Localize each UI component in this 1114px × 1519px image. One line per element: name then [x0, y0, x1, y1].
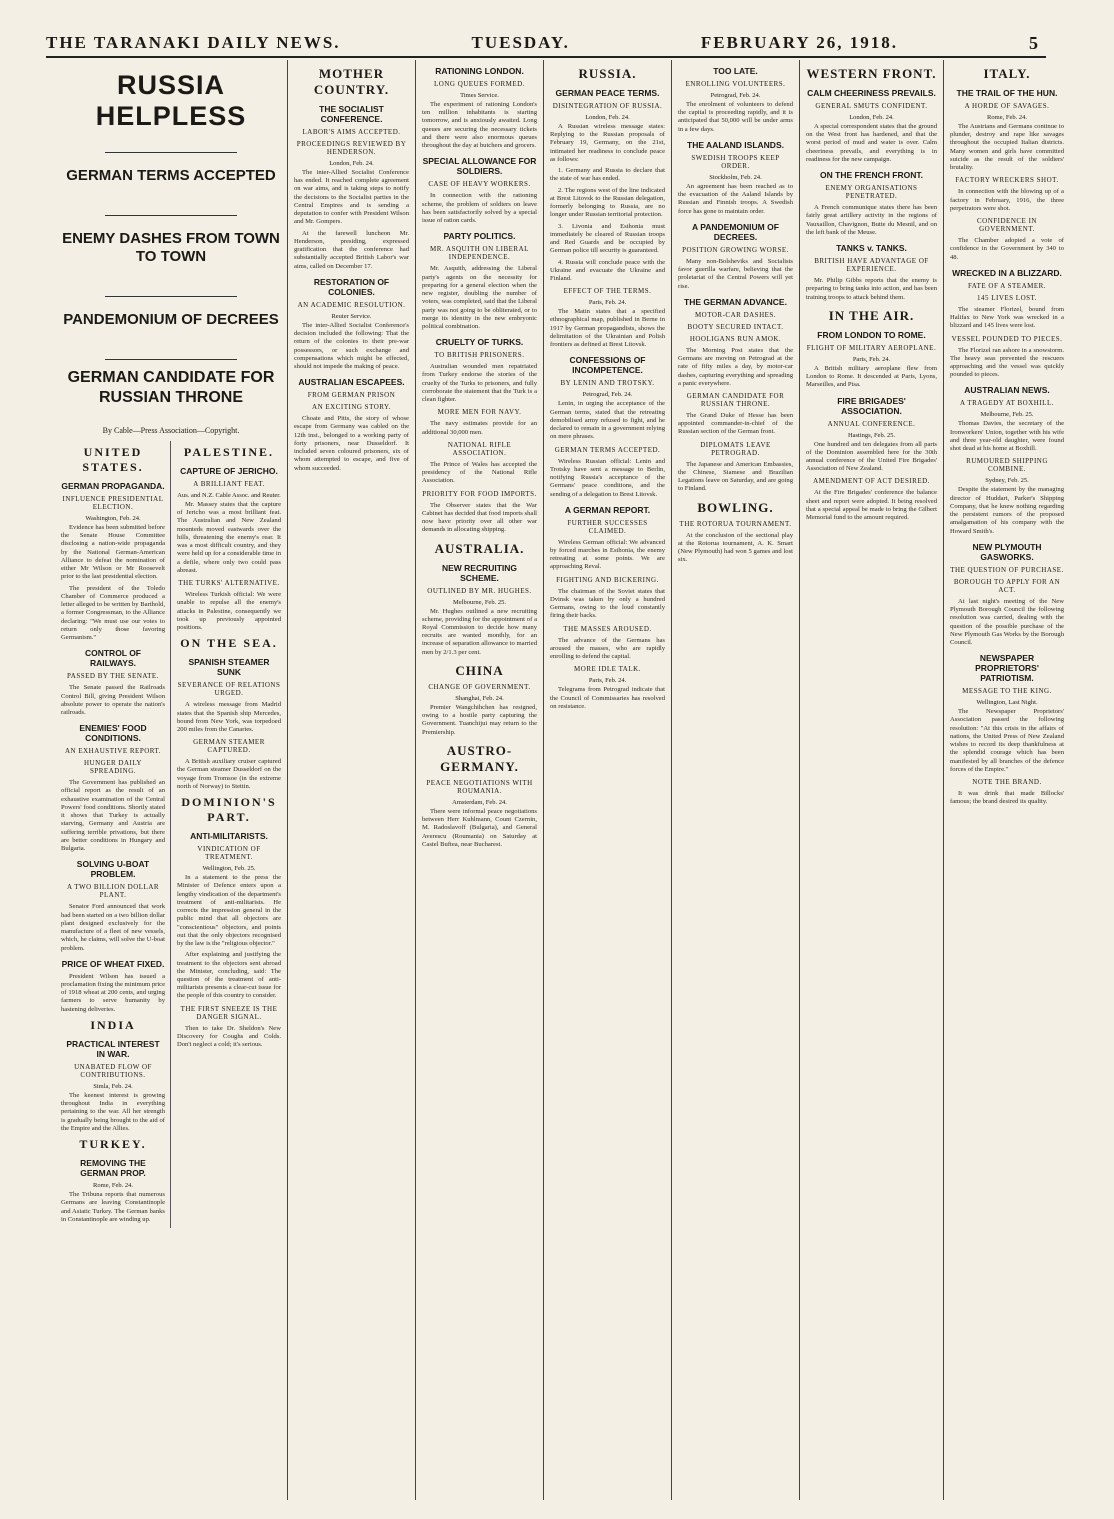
paragraph: In a statement to the press the Minister of Defence enters upon a lengthy vindication of the department's treatment of anti-militarists. He corrects the impression general in the public mind that all objectors are "conscientious" objectors, and points out that the only objectors recognised by the law is the "religious objector."	[177, 874, 281, 948]
section-bowling: BOWLING.	[697, 499, 774, 515]
paragraph: There were informal peace negotiations between Herr Kuhlmann, Count Czernin, M. Radoslavoff (Bulgaria), and General Averescu (Roumania) on Saturday at Castel Buftea, near Bucharest.	[422, 807, 537, 848]
article-body	[550, 637, 665, 662]
article-subhead: MESSAGE TO THE KING.	[962, 687, 1052, 696]
article-body	[678, 347, 793, 388]
article-subhead: A HORDE OF SAVAGES.	[964, 102, 1050, 110]
paragraph: The advance of the Germans has aroused the masses, who are rapidly enrolling to defend the capital.	[550, 636, 665, 661]
section-turkey: TURKEY.	[79, 1137, 147, 1152]
section-western-front: WESTERN FRONT.	[806, 66, 937, 81]
article-body	[177, 874, 281, 1001]
paragraph: Many non-Bolsheviks and Socialists favor guerilla warfare, believing that the proletariat of the Central Powers will yet rise.	[678, 257, 793, 290]
article-headline: THE TRAIL OF THE HUN.	[956, 88, 1058, 98]
paragraph: 4. Russia will conclude peace with the Ukraine and evacuate the Ukraine and Finland.	[550, 258, 665, 282]
article-body	[61, 779, 165, 853]
paragraph: Evidence has been submitted before the Senate House Committee disclosing a nation-wide propaganda by the National German-American Alliance to defeat the nomination of either Mr Wilson or Mr Roosevelt prior to the last presidential election.	[61, 524, 165, 581]
divider	[105, 296, 237, 297]
article-subhead: HOOLIGANS RUN AMOK.	[689, 334, 782, 343]
paragraph: Wireless Turkish official: We were unable to repulse all the enemy's attacks in Palestine, consequently we took up previously appointed positions.	[177, 591, 281, 632]
subcolumn-left	[61, 441, 171, 1228]
article-body	[806, 277, 937, 302]
article-subhead: PASSED BY THE SENATE.	[67, 672, 159, 681]
subcolumn-right	[177, 441, 281, 1228]
paragraph: Mr. Hughes outlined a new recruiting scheme, providing for the appointment of a Royal Commission to decide how many recruits are wanted monthly, for an increase of separation allowance to married men by 2/1.3 per cent.	[422, 607, 537, 656]
article-body	[422, 808, 537, 849]
column-italy	[944, 60, 1070, 1500]
section-in-the-air: IN THE AIR.	[828, 307, 915, 323]
paragraph: The keenest interest is growing throughout India in everything pertaining to the war. All her strength is gradually being brought to the aid of the Empire and the Allies.	[61, 1091, 165, 1132]
article-body	[422, 265, 537, 331]
article-headline: PRICE OF WHEAT FIXED.	[61, 958, 165, 969]
article-body	[678, 461, 793, 494]
divider	[105, 359, 237, 360]
article-body	[61, 973, 165, 1014]
article-body	[177, 701, 281, 734]
russia-subcolumns	[61, 441, 281, 1228]
article-subhead: BOROUGH TO APPLY FOR AN ACT.	[953, 577, 1061, 594]
article-body	[177, 501, 281, 575]
paragraph: A British auxiliary cruiser captured the German steamer Dusseldorf on the voyage from Tromsoe (in the extreme north of Norway) to Stettin.	[177, 758, 281, 790]
article-subhead: AN EXCITING STORY.	[312, 403, 391, 412]
article-body	[678, 258, 793, 291]
article-body	[422, 101, 537, 150]
article-subhead: AN ACADEMIC RESOLUTION.	[297, 300, 406, 309]
paragraph: The steamer Florizel, bound from Halifax to New York was wrecked in a blizzard and 145 lives were lost.	[950, 305, 1064, 330]
article-subhead: A BRILLIANT FEAT.	[193, 480, 265, 488]
section-palestine: PALESTINE.	[183, 445, 275, 459]
dateline: Paris, Feb. 24.	[588, 677, 627, 685]
article-subhead: CONFIDENCE IN GOVERNMENT.	[977, 217, 1037, 234]
article-headline: ENEMIES' FOOD CONDITIONS.	[79, 723, 147, 744]
paragraph: At the farewell luncheon Mr. Henderson, presiding, expressed gratification that the conference had substantially accepted British Labor's war aims, called on December 17.	[294, 229, 409, 270]
article-headline: A GERMAN REPORT.	[564, 504, 651, 515]
paragraph: The enrolment of volunteers to defend the capital is proceeding rapidly, and it is anticipated that 50,000 will be under arms in a few days.	[678, 101, 793, 133]
article-headline: AUSTRALIAN NEWS.	[964, 385, 1050, 396]
paragraph: Premier Wangchihchen has resigned, owing to a hostile party capturing the Government. Tuanchijui may return to the Premiership.	[422, 703, 537, 736]
paragraph: At the Fire Brigades' conference the balance sheet and report were adopted. It being resolved that a special appeal be made to bring the Gilbert Memorial fund to the amount required.	[806, 489, 937, 522]
paragraph: 2. The regions west of the line indicated at Brest Litovsk to the Russian delegation, formerly belonging to Russia, are no longer under Russian territorial protection.	[550, 186, 665, 219]
article-headline: ANTI-MILITARISTS.	[190, 831, 268, 842]
dateline: Rome, Feb. 24.	[987, 114, 1027, 121]
article-headline: NEW PLYMOUTH GASWORKS.	[972, 541, 1042, 562]
article-headline: CALM CHEERINESS PREVAILS.	[807, 88, 936, 98]
article-body	[950, 188, 1064, 213]
article-body	[294, 169, 409, 271]
section-dominions-part: DOMINION'S PART.	[181, 795, 277, 825]
article-subhead: SWEDISH TROOPS KEEP ORDER.	[691, 153, 780, 170]
article-subhead: VINDICATION OF TREATMENT.	[197, 845, 261, 862]
dateline: London, Feb. 24.	[585, 114, 630, 121]
article-subhead: SEVERANCE OF RELATIONS URGED.	[177, 681, 281, 698]
article-body	[950, 123, 1064, 172]
section-united-states: UNITED STATES.	[82, 445, 144, 474]
deck-german-terms: GERMAN TERMS ACCEPTED	[66, 167, 276, 184]
article-body	[806, 204, 937, 237]
article-subhead: LABOR'S AIMS ACCEPTED.	[302, 128, 401, 136]
article-body	[422, 192, 537, 225]
deck-enemy-dashes: ENEMY DASHES FROM TOWN TO TOWN	[62, 230, 280, 265]
newspaper-columns	[55, 60, 1070, 1500]
paragraph: A special correspondent states that the ground on the West front has hardened, and that the worst period of mud and water is over. Calm cheeriness prevails, and everything is in readiness for the new campaign.	[806, 123, 937, 163]
article-body	[294, 415, 409, 473]
article-subhead: BY LENIN AND TROTSKY.	[560, 379, 655, 388]
article-body	[950, 486, 1064, 535]
paragraph: The Prince of Wales has accepted the presidency of the National Rifle Association.	[422, 460, 537, 485]
article-subhead: LONG QUEUES FORMED.	[434, 80, 525, 88]
paragraph: The Japanese and American Embassies, the Chinese, Siamese and Brazilian Legations leave on Saturday, and are going to Finland.	[678, 460, 793, 493]
dateline: Stockholm, Feb. 24.	[709, 173, 762, 181]
article-headline: TOO LATE.	[713, 66, 758, 76]
article-subhead: FATE OF A STEAMER.	[967, 281, 1047, 290]
divider	[105, 152, 237, 153]
article-body	[806, 123, 937, 164]
article-headline: SPECIAL ALLOWANCE FOR SOLDIERS.	[422, 156, 537, 177]
article-subhead: THE FIRST SNEEZE IS THE DANGER SIGNAL.	[180, 1004, 278, 1021]
article-body	[177, 1025, 281, 1050]
paragraph: Mr. Massey states that the capture of Jericho was a most brilliant feat. The Australian and New Zealand mounteds moved eastwards over the hills, threatening the enemy's rear. It was a most difficult country, and they were held up for a considerable time in a defile, where only two could pass abreast.	[177, 501, 281, 574]
dateline: Aus. and N.Z. Cable Assoc. and Reuter.	[177, 492, 281, 499]
paragraph: The inter-Allied Socialist Conference's decision included the following: That the return of the colonies to their pre-war possessors, or such exchange and compensations which might be effected, should not impede the making of peace.	[294, 321, 409, 370]
deck-pandemonium: PANDEMONIUM OF DECREES	[63, 311, 279, 328]
column-rationing-london	[416, 60, 544, 1500]
paragraph: Australian wounded men repatriated from Turkey endorse the stories of the cruelty of the Turks to prisoners, and fully corroborate the statement that the Turk is a clean fighter.	[422, 363, 537, 404]
paragraph: The inter-Allied Socialist Conference has ended. It reached complete agreement on war aims, and is taking steps to notify the decisions to the Socialist parties in the Central Empires and is sending a deputation to confer with President Wilson and Mr. Gompers.	[294, 169, 409, 226]
article-subhead: ENEMY ORGANISATIONS PENETRATED.	[825, 184, 918, 201]
article-subhead: ENROLLING VOLUNTEERS.	[685, 80, 786, 88]
article-body	[422, 704, 537, 737]
section-austro-germany: AUSTRO-GERMANY.	[440, 742, 519, 774]
paragraph: The Morning Post states that the Germans are moving on Petrograd at the rate of fifty miles a day, by motor-car dashes, capturing everything and spreading a panic everywhere.	[678, 346, 793, 387]
article-headline: NEW RECRUITING SCHEME.	[441, 562, 518, 583]
article-headline: CAPTURE OF JERICHO.	[180, 466, 278, 476]
column-russia	[544, 60, 672, 1500]
paragraph: 1. Germany and Russia to declare that the state of war has ended.	[550, 167, 665, 183]
column-too-late	[672, 60, 800, 1500]
article-body	[61, 903, 165, 952]
paragraph: The experiment of rationing London's ten million inhabitants is starting tomorrow, and is anxiously awaited. Long queues are securing the necessary tickets and there were also enormous queues throughout the day at butchers and grocers.	[422, 101, 537, 150]
article-subhead: THE QUESTION OF PURCHASE.	[950, 565, 1064, 574]
dateline: Melbourne, Feb. 25.	[453, 598, 506, 606]
dateline: Simla, Feb. 24.	[93, 1082, 133, 1090]
article-body	[422, 608, 537, 657]
paragraph: A French communique states there has been fairly great artillery activity in the regions of Vauxaillon, Chavignon, Butte du Mesnil, and on the left bank of the Meuse.	[806, 204, 937, 236]
article-subhead: BOOTY SECURED INTACT.	[687, 322, 784, 331]
paragraph: At the conclusion of the sectional play at the Rotorua tournament, A. K. Smart (New Plymouth) had won 5 games and lost six.	[678, 531, 793, 564]
paragraph: Lenin, in urging the acceptance of the German terms, stated that the retreating demobilised army refused to fight, and he declared to remain in a government relying on mere phrases.	[550, 400, 665, 441]
newspaper-title: THE TARANAKI DAILY NEWS.	[46, 33, 341, 52]
paragraph: Thomas Davies, the secretary of the Ironworkers' Union, together with his wife and three year-old daughter, were found shot dead at his home at Boxhill.	[950, 420, 1064, 453]
article-subhead: THE MASSES AROUSED.	[563, 624, 652, 633]
article-subhead: PEACE NEGOTIATIONS WITH ROUMANIA.	[426, 778, 533, 795]
divider	[105, 215, 237, 216]
paragraph: Then to take Dr. Sheldon's New Discovery for Coughs and Colds. Don't neglect a cold; it's serious.	[177, 1024, 281, 1049]
article-body	[806, 441, 937, 474]
article-subhead: INFLUENCE PRESIDENTIAL ELECTION.	[62, 495, 164, 511]
article-subhead: CHANGE OF GOVERNMENT.	[428, 682, 531, 691]
article-subhead: 145 LIVES LOST.	[976, 293, 1038, 302]
section-on-the-sea: ON THE SEA.	[180, 636, 278, 651]
issue-day: TUESDAY.	[471, 33, 570, 52]
article-headline: GERMAN PEACE TERMS.	[555, 88, 660, 98]
article-body	[550, 458, 665, 499]
article-subhead: THE TURKS' ALTERNATIVE.	[178, 579, 280, 588]
article-subhead: EFFECT OF THE TERMS.	[563, 287, 652, 296]
article-subhead: POSITION GROWING WORSE.	[682, 245, 789, 254]
article-body	[177, 758, 281, 791]
column-western-front	[800, 60, 944, 1500]
paragraph: The Chamber adopted a vote of confidence in the Government by 340 to 48.	[950, 237, 1064, 261]
paragraph: 3. Livonia and Esthonia must immediately be cleared of Russian troops and Red Guards and be occupied by German police till security is guaranteed.	[550, 222, 665, 255]
article-headline: WRECKED IN A BLIZZARD.	[952, 267, 1062, 278]
article-body	[550, 588, 665, 621]
article-subhead: RUMOURED SHIPPING COMBINE.	[966, 457, 1048, 474]
article-subhead: MOTOR-CAR DASHES.	[694, 310, 777, 319]
paragraph: It was drink that made Billocks' famous; the brand desired its quality.	[950, 790, 1064, 806]
article-body	[61, 524, 165, 642]
article-subhead: FACTORY WRECKERS SHOT.	[955, 176, 1059, 185]
article-headline: THE AALAND ISLANDS.	[687, 139, 784, 150]
article-headline: CONFESSIONS OF INCOMPETENCE.	[569, 355, 646, 376]
article-subhead: NOTE THE BRAND.	[972, 778, 1042, 787]
paragraph: President Wilson has issued a proclamation fixing the minimum price of 1918 wheat at 200 cents, and urging farmers to serve humanity by hastening deliveries.	[61, 972, 166, 1013]
article-headline: CRUELTY OF TURKS.	[435, 337, 524, 348]
deck-german-candidate: GERMAN CANDIDATE FOR RUSSIAN THRONE	[67, 369, 275, 406]
paragraph: The Tribuna reports that numerous Germans are leaving Constantinople and Asiatic Turkey. The German banks in Constantinople are winding up.	[61, 1191, 165, 1223]
paragraph: After explaining and justifying the treatment to the objectors sent abroad the Minister, concluding, said: The question of the treatment of anti-militarists presents a clear-cut issue for the people of this country to consider.	[177, 951, 281, 1000]
article-body	[177, 591, 281, 632]
article-headline: RATIONING LONDON.	[435, 66, 524, 76]
article-subhead: A TRAGEDY AT BOXHILL.	[960, 399, 1054, 408]
paragraph: The Florizel ran ashore in a snowstorm. The heavy seas prevented the rescuers approaching and the vessel was quickly pounded to pieces.	[950, 346, 1064, 379]
dateline: Wellington, Feb. 25.	[202, 865, 256, 873]
column-russia-helpless	[55, 60, 288, 1500]
article-subhead: AN EXHAUSTIVE REPORT.	[64, 747, 162, 756]
dateline: Sydney, Feb. 25.	[985, 477, 1029, 485]
headline-russia-helpless: RUSSIA HELPLESS	[95, 70, 247, 131]
paragraph: The Observer states that the War Cabinet has decided that food imports shall now have priority over all other war demands in allocating shipping.	[422, 501, 537, 534]
article-subhead: PROCEEDINGS REVIEWED BY HENDERSON.	[296, 140, 407, 156]
paragraph: A British military aeroplane flew from London to Rome. It descended at Paris, Lyons, Marseilles, and Pisa.	[806, 364, 937, 389]
masthead	[46, 30, 1046, 58]
article-headline: FROM LONDON TO ROME.	[817, 329, 926, 340]
article-headline: PARTY POLITICS.	[443, 231, 516, 242]
article-subhead: PRIORITY FOR FOOD IMPORTS.	[422, 489, 537, 498]
paragraph: In connection with the rationing scheme, the problem of soldiers on leave has been satisfactorily solved by a special issue of ration cards.	[422, 192, 537, 225]
dateline: Amsterdam, Feb. 24.	[452, 798, 507, 806]
article-subhead: GERMAN STEAMER CAPTURED.	[193, 738, 265, 755]
article-headline: A PANDEMONIUM OF DECREES.	[692, 221, 779, 242]
article-body	[550, 123, 665, 283]
article-body	[806, 489, 937, 522]
article-body	[950, 598, 1064, 647]
article-body	[678, 532, 793, 565]
issue-date: FEBRUARY 26, 1918.	[700, 33, 899, 52]
article-body	[550, 539, 665, 572]
article-subhead: UNABATED FLOW OF CONTRIBUTIONS.	[74, 1062, 152, 1079]
article-headline: PRACTICAL INTEREST IN WAR.	[66, 1038, 160, 1059]
byline: By Cable—Press Association—Copyright.	[102, 426, 240, 435]
paragraph: The Austrians and Germans continue to plunder, destroy and rape like savages throughout the occupied Italian districts. Many women and girls have committed suicide as the result of the soldiers' brutality.	[950, 123, 1064, 172]
dateline: Wellington, Last Night.	[976, 699, 1038, 707]
article-headline: THE GERMAN ADVANCE.	[684, 296, 787, 307]
article-body	[422, 420, 537, 436]
article-subhead: VESSEL POUNDED TO PIECES.	[951, 334, 1063, 343]
dateline: Reuter Service.	[331, 312, 372, 320]
paragraph: The Newspaper Proprietors' Association passed the following resolution: "At this crisis in the affairs of nations, the United Press of New Zealand wishes to record its deep thankfulness at the splendid courage which has been manifested by all branches of the defence forces of the Empire."	[950, 708, 1064, 773]
article-body	[422, 363, 537, 404]
paragraph: Mr. Asquith, addressing the Liberal party's agents on the necessity for preparing for a general election when the new register, doubling the number of voters, was completed, said that the Liberal party was not going to be obliterated, or to merge its identity in the new embryonic political combination.	[422, 265, 537, 330]
article-headline: SPANISH STEAMER SUNK	[188, 657, 270, 678]
dateline: Shanghai, Feb. 24.	[455, 694, 504, 702]
dateline: Paris, Feb. 24.	[852, 355, 891, 363]
section-russia: RUSSIA.	[578, 66, 637, 81]
article-body	[294, 322, 409, 371]
article-body	[61, 1092, 165, 1133]
article-body	[550, 686, 665, 711]
article-body	[678, 183, 793, 216]
section-italy: ITALY.	[983, 66, 1031, 81]
dateline: Petrograd, Feb. 24.	[582, 391, 633, 399]
article-subhead: GERMAN CANDIDATE FOR RUSSIAN THRONE.	[686, 391, 785, 408]
article-headline: SOLVING U-BOAT PROBLEM.	[76, 859, 150, 880]
article-subhead: FIGHTING AND BICKERING.	[556, 575, 659, 584]
article-subhead: GENERAL SMUTS CONFIDENT.	[815, 102, 928, 110]
section-mother-country: MOTHER COUNTRY.	[313, 66, 390, 97]
paragraph: Telegrams from Petrograd indicate that the Council of Commissaries has resolved on resistance.	[550, 686, 665, 710]
article-body	[950, 347, 1064, 380]
article-body	[422, 461, 537, 486]
paragraph: One hundred and ten delegates from all parts of the Dominion assembled here for the 30th annual conference of the United Fire Brigades' Association of New Zealand.	[806, 440, 937, 473]
paragraph: Choate and Pitts, the story of whose escape from Germany was cabled on the 12th inst., belonged to a working party of forty prisoners, near Dusseldorf. It included seven coloured prisoners, six of whom attempted to escape, and five of whom succeeded.	[294, 415, 409, 472]
paragraph: Mr. Philip Gibbs reports that the enemy is preparing to bring tanks into action, and has been training troops to attack behind them.	[806, 277, 937, 301]
paragraph: At last night's meeting of the New Plymouth Borough Council the following resolution was carried, dealing with the question of the possible purchase of the New Plymouth Gas Works by the Borough Council.	[950, 597, 1064, 646]
article-subhead: BRITISH HAVE ADVANTAGE OF EXPERIENCE.	[814, 257, 929, 274]
dateline: Washington, Feb. 24.	[85, 515, 141, 522]
article-subhead: MR. ASQUITH ON LIBERAL INDEPENDENCE.	[430, 245, 529, 262]
article-body	[550, 400, 665, 441]
dateline: Petrograd, Feb. 24.	[710, 92, 761, 99]
dateline: London, Feb. 24.	[849, 114, 894, 121]
paragraph: Wireless Russian official: Lenin and Trotsky have sent a message to Berlin, notifying Russia's acceptance of the Germans' peace conditions, and the sending of a delegation to Brest Litovsk.	[550, 457, 665, 498]
article-subhead: MORE IDLE TALK.	[574, 665, 641, 674]
paragraph: An agreement has been reached as to the evacuation of the Aaland Islands by Russian and Finnish troops. A Swedish force has gone to maintain order.	[678, 182, 793, 215]
article-body	[950, 790, 1064, 806]
article-body	[950, 420, 1064, 453]
paragraph: The chairman of the Soviet states that Dvinsk was taken by only a hundred Germans, owing to the loud constantly firing their backs.	[550, 587, 665, 620]
dateline: London, Feb. 24.	[329, 160, 374, 167]
article-subhead: DIPLOMATS LEAVE PETROGRAD.	[700, 440, 771, 457]
article-subhead: NATIONAL RIFLE ASSOCIATION.	[447, 440, 512, 457]
section-australia: AUSTRALIA.	[434, 540, 525, 556]
dateline: Paris, Feb. 24.	[588, 299, 627, 307]
article-headline: NEWSPAPER PROPRIETORS' PATRIOTISM.	[975, 653, 1039, 684]
article-headline: TANKS v. TANKS.	[836, 243, 907, 254]
paragraph: The navy estimates provide for an additional 30,000 men.	[422, 420, 537, 436]
article-body	[678, 412, 793, 437]
article-body	[678, 101, 793, 134]
article-body	[950, 306, 1064, 331]
article-headline: CONTROL OF RAILWAYS.	[84, 648, 142, 669]
paragraph: The Senate passed the Railroads Control Bill, giving President Wilson absolute power to operate the nation's railroads.	[61, 684, 165, 716]
paragraph: The president of the Toledo Chamber of Commerce produced a letter alleged to be written by Barthold, a former Congressman, to the Alliance declaring: "We must use our votes to return only those favoring Germanism."	[61, 584, 165, 642]
article-subhead: TO BRITISH PRISONERS.	[434, 351, 525, 360]
article-subhead: ANNUAL CONFERENCE.	[827, 419, 916, 428]
article-body	[806, 365, 937, 390]
article-subhead: FROM GERMAN PRISON	[307, 391, 396, 400]
article-subhead: GERMAN TERMS ACCEPTED.	[554, 445, 661, 454]
paragraph: Despite the statement by the managing director of Huddart, Parker's Shipping Company, that he knew nothing regarding the persistent rumors of the proposed amalgamation of his company with the Howard Smith's.	[950, 486, 1064, 535]
paragraph: Wireless German official: We advanced by forced marches in Esthonia, the enemy retreating at some points. We are approaching Reval.	[550, 538, 665, 571]
paragraph: In connection with the blowing up of a factory in February, 1916, the three perpetrators were shot.	[950, 188, 1064, 212]
article-subhead: HUNGER DAILY SPREADING.	[84, 759, 142, 776]
article-body	[550, 308, 665, 349]
article-body	[422, 502, 537, 535]
article-subhead: DISINTEGRATION OF RUSSIA.	[552, 102, 663, 110]
page-number: 5	[1028, 32, 1040, 53]
article-subhead: OUTLINED BY MR. HUGHES.	[427, 586, 532, 595]
section-china: CHINA	[455, 662, 504, 678]
article-body	[61, 684, 165, 717]
article-headline: GERMAN PROPAGANDA.	[61, 481, 165, 491]
paragraph: The Government has published an official report as the result of an exhaustive examination of the Central Powers' food conditions. Shortly stated it shows that Turkey is actually starving, Germany and Austria are suffering terrible privations, but there are better conditions in Hungary and Bulgaria.	[61, 779, 165, 853]
dateline: Melbourne, Feb. 25.	[980, 411, 1034, 419]
paragraph: The Grand Duke of Hesse has been appointed commander-in-chief of the Russian section of the German front.	[678, 411, 793, 436]
paragraph: The Matin states that a specified ethnographical map, published in Berne in 1917 by German propagandists, shows the delimitation of the Ukrainian and Polish frontiers as defined at Brest Litovsk.	[550, 308, 665, 349]
paragraph: A wireless message from Madrid states that the Spanish ship Mercedes, bound from New York, was torpedoed 200 miles from the Canaries.	[177, 701, 281, 733]
article-body	[61, 1191, 165, 1224]
article-headline: RESTORATION OF COLONIES.	[313, 276, 390, 297]
article-subhead: CASE OF HEAVY WORKERS.	[428, 180, 531, 189]
article-body	[950, 708, 1064, 774]
article-headline: REMOVING THE GERMAN PROP.	[80, 1158, 146, 1179]
dateline: Rome, Feb. 24.	[93, 1182, 133, 1190]
section-india: INDIA	[90, 1017, 136, 1032]
article-headline: FIRE BRIGADES' ASSOCIATION.	[837, 395, 906, 416]
paragraph: Senator Ford announced that work had been started on a two billion dollar plant designed exclusively for the manufacture of a fleet of new vessels, which, he claims, will solve the U-boat problem.	[61, 903, 165, 952]
article-headline: THE SOCIALIST CONFERENCE.	[319, 104, 384, 124]
article-headline: AUSTRALIAN ESCAPEES.	[298, 377, 405, 388]
article-subhead: FURTHER SUCCESSES CLAIMED.	[567, 518, 648, 535]
article-headline: ON THE FRENCH FRONT.	[820, 170, 923, 181]
article-subhead: MORE MEN FOR NAVY.	[437, 408, 522, 417]
column-mother-country	[288, 60, 416, 1500]
article-body	[950, 237, 1064, 262]
dateline: Hastings, Feb. 25.	[847, 431, 896, 439]
article-subhead: FLIGHT OF MILITARY AEROPLANE.	[806, 343, 937, 352]
paragraph: A Russian wireless message states: Replying to the Russian proposals of February 19, Germany, on the 21st, intimated her readiness to conclude peace as follows:	[550, 123, 665, 163]
dateline: Times Service.	[460, 92, 499, 99]
article-subhead: AMENDMENT OF ACT DESIRED.	[813, 477, 930, 486]
article-subhead: A TWO BILLION DOLLAR PLANT.	[66, 883, 160, 900]
article-subhead: THE ROTORUA TOURNAMENT.	[679, 519, 792, 528]
